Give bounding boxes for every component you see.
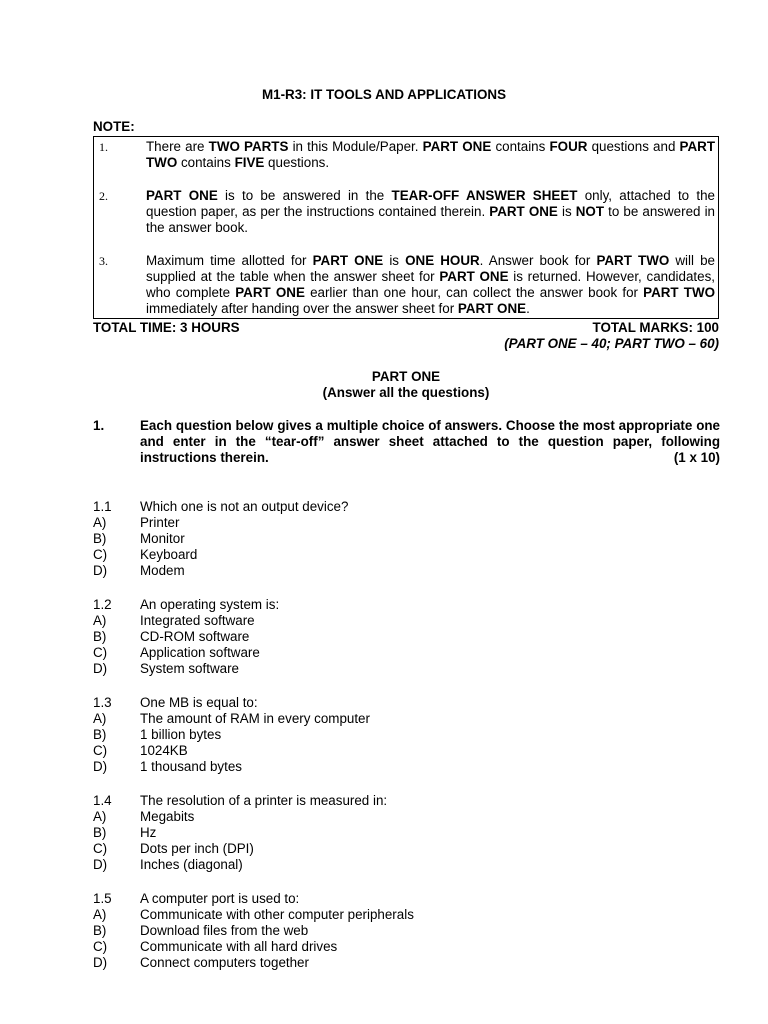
option-label: B) xyxy=(93,629,107,644)
option-text: Connect computers together xyxy=(140,955,309,970)
mcq-number: 1.1 xyxy=(93,499,112,514)
option-text: Megabits xyxy=(140,809,195,824)
emphasis-text: PART TWO xyxy=(596,253,670,268)
option-text: Dots per inch (DPI) xyxy=(140,841,254,856)
mcq-option xyxy=(93,743,733,759)
option-label: D) xyxy=(93,857,108,872)
emphasis-text: PART ONE xyxy=(489,204,558,219)
mcq-item xyxy=(93,891,733,971)
emphasis-text: PART TWO xyxy=(643,285,716,300)
mcq-option xyxy=(93,531,733,547)
mcq-number: 1.2 xyxy=(93,597,112,612)
question-instruction: Each question below gives a multiple choice of answers. Choose the most appropriate one and enter in the “tear-off” answer sheet attached to the question paper, following instructions therein. xyxy=(140,418,720,465)
option-label: A) xyxy=(93,613,107,628)
mcq-item xyxy=(93,499,733,579)
mcq-question-row xyxy=(93,891,733,907)
mcq-question-row xyxy=(93,695,733,711)
option-label: A) xyxy=(93,907,107,922)
note-number: 2. xyxy=(99,189,108,203)
mcq-option xyxy=(93,563,733,579)
emphasis-text: PART ONE xyxy=(439,269,509,284)
mcq-option xyxy=(93,645,733,661)
part-subtitle: (Answer all the questions) xyxy=(322,385,490,400)
option-label: D) xyxy=(93,759,108,774)
mcq-option xyxy=(93,809,733,825)
mcq-number: 1.3 xyxy=(93,695,112,710)
mcq-option xyxy=(93,547,733,563)
option-text: CD-ROM software xyxy=(140,629,250,644)
note-fragment: to be answered in the answer book. xyxy=(146,204,715,235)
option-label: D) xyxy=(93,955,108,970)
option-text: Communicate with all hard drives xyxy=(140,939,338,954)
mcq-option xyxy=(93,939,733,955)
note-text xyxy=(146,188,715,236)
note-fragment: is to be answered in the xyxy=(217,188,392,203)
option-text: Hz xyxy=(140,825,157,840)
option-text: Printer xyxy=(140,515,180,530)
option-label: C) xyxy=(93,547,108,562)
option-text: 1024KB xyxy=(140,743,188,758)
mcq-option xyxy=(93,711,733,727)
note-text xyxy=(146,139,715,171)
option-label: A) xyxy=(93,515,107,530)
option-text: Communicate with other computer peripherals xyxy=(140,907,414,922)
mcq-question-row xyxy=(93,793,733,809)
mcq-option xyxy=(93,955,733,971)
option-label: B) xyxy=(93,825,107,840)
option-text: Application software xyxy=(140,645,260,660)
emphasis-text: TEAR-OFF ANSWER SHEET xyxy=(391,188,578,203)
emphasis-text: PART ONE xyxy=(235,285,305,300)
mcq-option xyxy=(93,759,733,775)
mcq-item xyxy=(93,793,733,873)
mcq-question: One MB is equal to: xyxy=(140,695,258,710)
option-label: B) xyxy=(93,531,107,546)
total-marks: TOTAL MARKS: 100 xyxy=(592,320,719,335)
option-text: 1 billion bytes xyxy=(140,727,222,742)
option-label: B) xyxy=(93,923,107,938)
note-fragment: immediately after handing over the answer sheet for xyxy=(146,301,458,316)
option-text: Monitor xyxy=(140,531,185,546)
marks-split: (PART ONE – 40; PART TWO – 60) xyxy=(504,336,719,351)
emphasis-text: TWO PARTS xyxy=(208,139,289,154)
mcq-number: 1.4 xyxy=(93,793,112,808)
emphasis-text: PART ONE xyxy=(146,188,218,203)
note-fragment: Maximum time allotted for xyxy=(146,253,313,268)
emphasis-text: NOT xyxy=(575,204,605,219)
note-text xyxy=(146,253,715,317)
mcq-question: Which one is not an output device? xyxy=(140,499,349,514)
note-fragment: is xyxy=(383,253,406,268)
note-fragment: only, attached to the question paper, as per the instructions contained therein. xyxy=(146,188,716,219)
option-text: Modem xyxy=(140,563,185,578)
mcq-number: 1.5 xyxy=(93,891,112,906)
note-label: NOTE: xyxy=(93,119,135,134)
note-fragment: . xyxy=(526,301,530,316)
paper-title: M1-R3: IT TOOLS AND APPLICATIONS xyxy=(261,87,506,102)
option-label: C) xyxy=(93,841,108,856)
mcq-option xyxy=(93,857,733,873)
note-fragment: contains xyxy=(177,155,235,170)
note-fragment: is xyxy=(557,204,576,219)
question-number: 1. xyxy=(93,418,105,433)
option-text: System software xyxy=(140,661,239,676)
emphasis-text: FIVE xyxy=(234,155,265,170)
note-fragment: will be supplied at the table when the answer sheet for xyxy=(146,253,715,284)
note-fragment: earlier than one hour, can collect the answer book for xyxy=(304,285,644,300)
mcq-option xyxy=(93,923,733,939)
note-fragment: in this Module/Paper. xyxy=(288,139,423,154)
option-text: Inches (diagonal) xyxy=(140,857,243,872)
mcq-question-row xyxy=(93,597,733,613)
mcq-item xyxy=(93,597,733,677)
total-time: TOTAL TIME: 3 HOURS xyxy=(93,320,240,335)
mcq-option xyxy=(93,629,733,645)
option-label: D) xyxy=(93,563,108,578)
question-text xyxy=(140,418,720,466)
option-label: C) xyxy=(93,645,108,660)
note-fragment: There are xyxy=(146,139,209,154)
option-label: C) xyxy=(93,743,108,758)
note-fragment: contains xyxy=(491,139,550,154)
emphasis-text: PART ONE xyxy=(422,139,492,154)
mcq-option xyxy=(93,907,733,923)
option-text: The amount of RAM in every computer xyxy=(140,711,370,726)
note-box xyxy=(93,136,719,319)
note-number: 3. xyxy=(99,254,108,268)
mcq-question: A computer port is used to: xyxy=(140,891,300,906)
option-label: C) xyxy=(93,939,108,954)
mcq-option xyxy=(93,825,733,841)
note-fragment: questions and xyxy=(587,139,680,154)
mcq-question: An operating system is: xyxy=(140,597,280,612)
part-title: PART ONE xyxy=(371,369,441,384)
mcq-item xyxy=(93,695,733,775)
mcq-question-row xyxy=(93,499,733,515)
option-label: D) xyxy=(93,661,108,676)
emphasis-text: FOUR xyxy=(549,139,588,154)
emphasis-text: ONE HOUR xyxy=(405,253,480,268)
option-label: A) xyxy=(93,711,107,726)
mcq-option xyxy=(93,613,733,629)
option-text: Keyboard xyxy=(140,547,198,562)
note-fragment: is returned. However, candidates, who complete xyxy=(146,269,715,300)
emphasis-text: PART ONE xyxy=(312,253,384,268)
option-text: Download files from the web xyxy=(140,923,309,938)
mcq-question: The resolution of a printer is measured in: xyxy=(140,793,388,808)
note-fragment: questions. xyxy=(264,155,330,170)
mcq-option xyxy=(93,515,733,531)
note-number: 1. xyxy=(99,140,108,154)
option-text: Integrated software xyxy=(140,613,255,628)
option-label: B) xyxy=(93,727,107,742)
note-fragment: . Answer book for xyxy=(479,253,597,268)
option-text: 1 thousand bytes xyxy=(140,759,242,774)
mcq-option xyxy=(93,727,733,743)
emphasis-text: PART ONE xyxy=(457,301,527,316)
mcq-option xyxy=(93,661,733,677)
emphasis-text: PART TWO xyxy=(146,139,716,170)
mcq-option xyxy=(93,841,733,857)
option-label: A) xyxy=(93,809,107,824)
question-marks: (1 x 10) xyxy=(673,450,720,465)
